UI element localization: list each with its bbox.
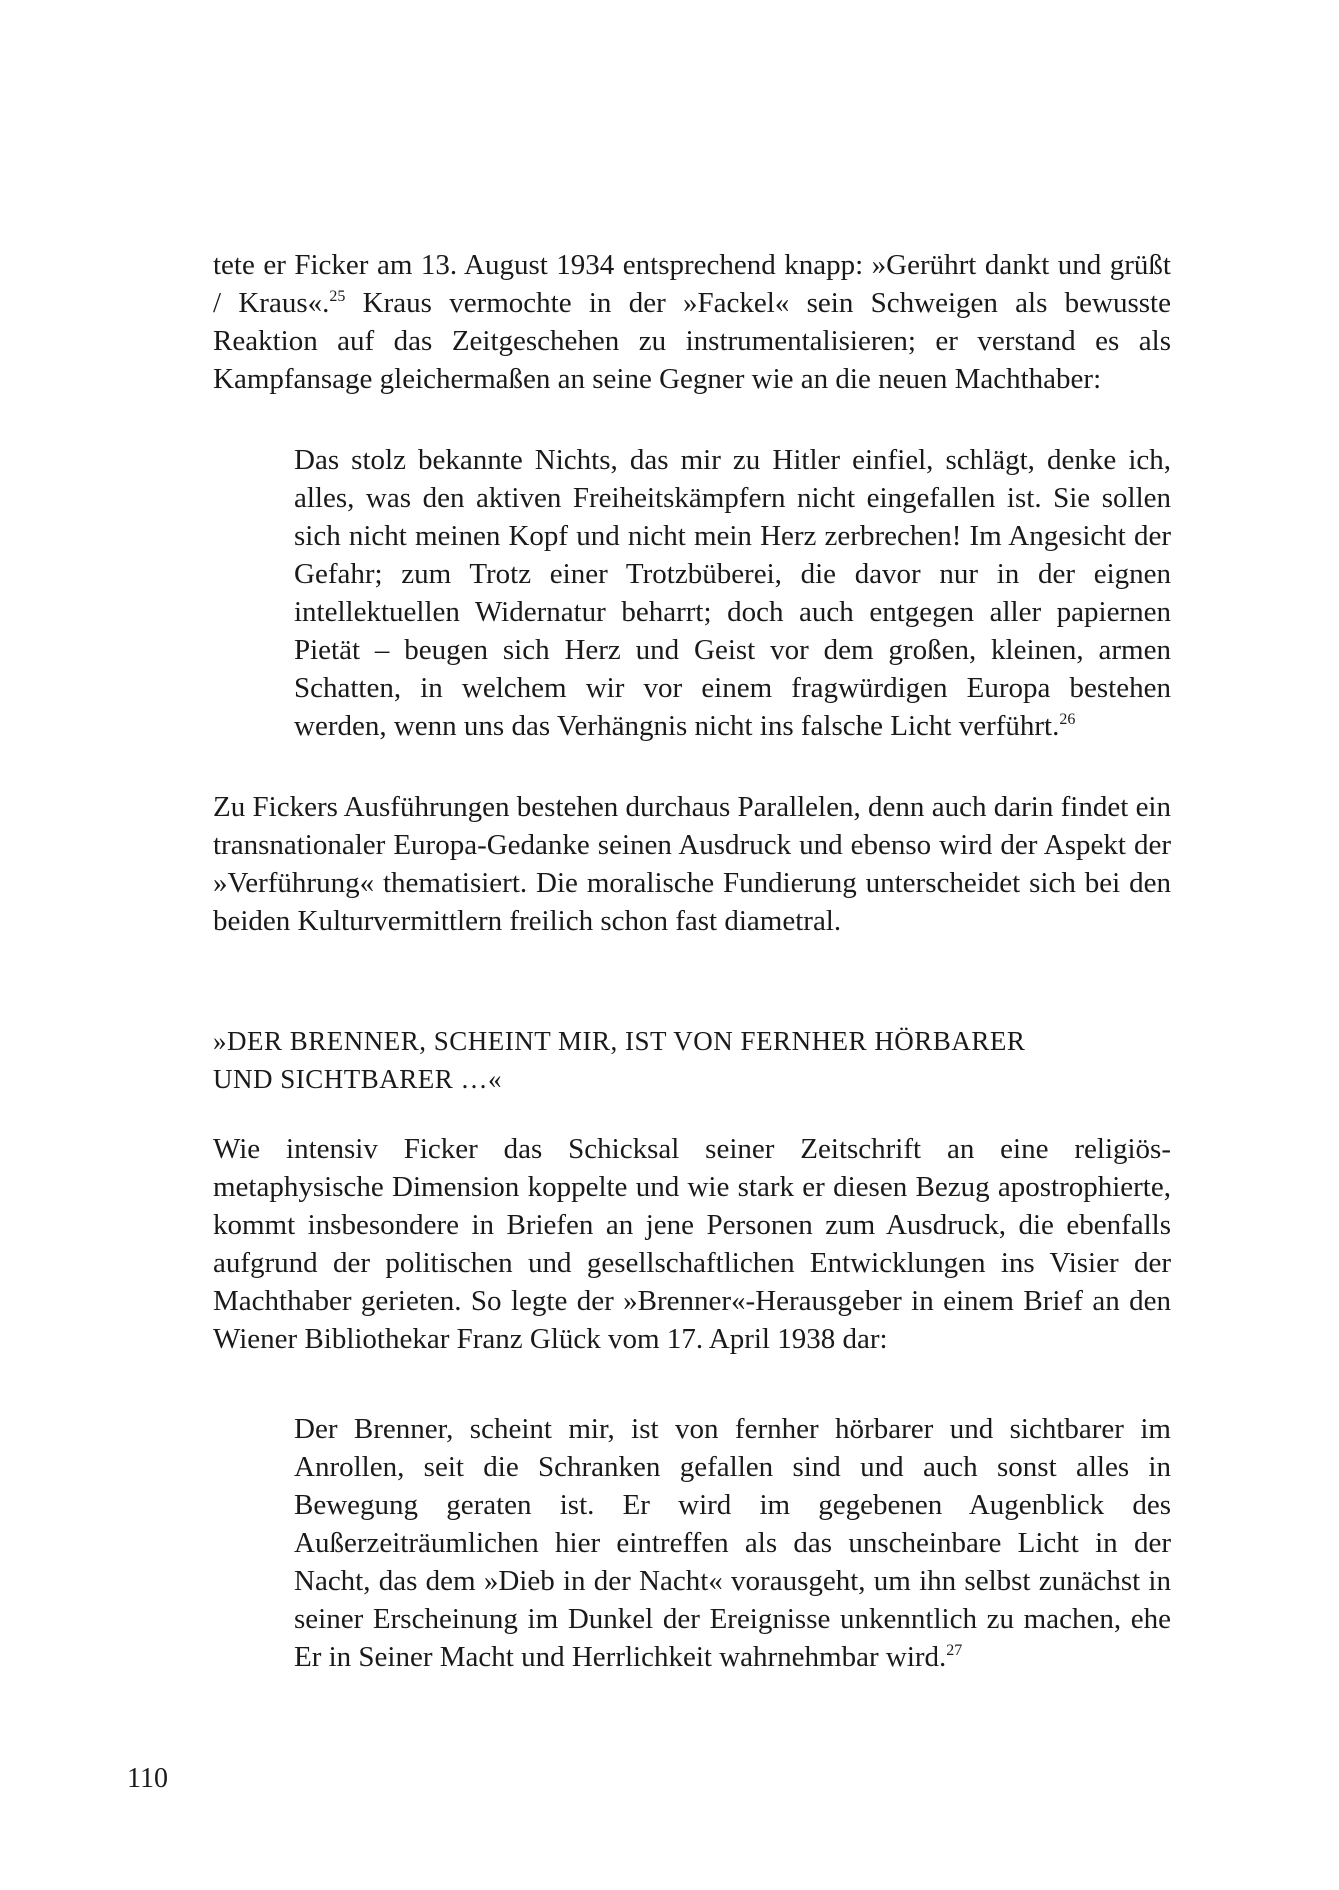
body-paragraph-3 [213, 1130, 1171, 1358]
paragraph-text: tete er Ficker am 13. August 1934 entsprechend knapp: »Gerührt dankt und grüßt / Kraus«. [213, 249, 1171, 319]
block-quote-1 [294, 441, 1171, 745]
section-heading-line-1: »DER BRENNER, SCHEINT MIR, IST VON FERNHER HÖRBARER [213, 1026, 1026, 1056]
section-heading-line-2: UND SICHTBARER …« [213, 1064, 503, 1094]
block-quote-2 [294, 1410, 1171, 1676]
paragraph-text: Zu Fickers Ausführungen bestehen durchaus Parallelen, denn auch darin findet ein transnationaler Europa-Gedanke seinen Ausdruck und ebenso wird der Aspekt der »Verführung« thematisiert. Die moralische Fundierung unterscheidet sich bei den beiden Kulturvermittlern freilich schon fast diametral. [213, 791, 1171, 937]
paragraph-text: Wie intensiv Ficker das Schicksal seiner Zeitschrift an eine religiös-metaphysische Dimension koppelte und wie stark er diesen Bezug apostrophierte, kommt insbesondere in Briefen an jene Personen zum Ausdruck, die ebenfalls aufgrund der politischen und gesellschaftlichen Entwicklungen ins Visier der Machthaber gerieten. So legte der »Brenner«-Herausgeber in einem Brief an den Wiener Bibliothekar Franz Glück vom 17. April 1938 dar: [213, 1133, 1171, 1355]
quote-text: Der Brenner, scheint mir, ist von fernher hörbarer und sichtbarer im Anrollen, seit die Schranken gefallen sind und auch sonst alles in Bewegung geraten ist. Er wird im gegebenen Augenblick des Außerzeiträumlichen hier eintreffen als das unscheinbare Licht in der Nacht, das dem »Dieb in der Nacht« vorausgeht, um ihn selbst zunächst in seiner Erscheinung im Dunkel der Ereignisse unkenntlich zu machen, ehe Er in Seiner Macht und Herrlichkeit wahrnehmbar wird. [294, 1413, 1171, 1673]
body-paragraph-2 [213, 788, 1171, 940]
paragraph-text: Kraus vermochte in der »Fackel« sein Schweigen als bewusste Reaktion auf das Zeitgeschehen zu instrumentalisieren; er verstand es als Kampfansage gleichermaßen an seine Gegner wie an die neuen Machthaber: [213, 287, 1171, 395]
footnote-marker[interactable]: 26 [1059, 711, 1076, 728]
body-paragraph-1 [213, 246, 1171, 398]
section-heading [213, 1022, 1171, 1098]
footnote-marker[interactable]: 25 [329, 288, 346, 305]
footnote-marker[interactable]: 27 [946, 1642, 963, 1659]
page-number: 110 [127, 1763, 168, 1794]
quote-text: Das stolz bekannte Nichts, das mir zu Hitler einfiel, schlägt, denke ich, alles, was den aktiven Freiheitskämpfern nicht eingefallen ist. Sie sollen sich nicht meinen Kopf und nicht mein Herz zerbrechen! Im Angesicht der Gefahr; zum Trotz einer Trotzbüberei, die davor nur in der eignen intellektuellen Widernatur beharrt; doch auch entgegen aller papiernen Pietät – beugen sich Herz und Geist vor dem großen, kleinen, armen Schatten, in welchem wir vor einem fragwürdigen Europa bestehen werden, wenn uns das Verhängnis nicht ins falsche Licht verführt. [294, 444, 1171, 742]
